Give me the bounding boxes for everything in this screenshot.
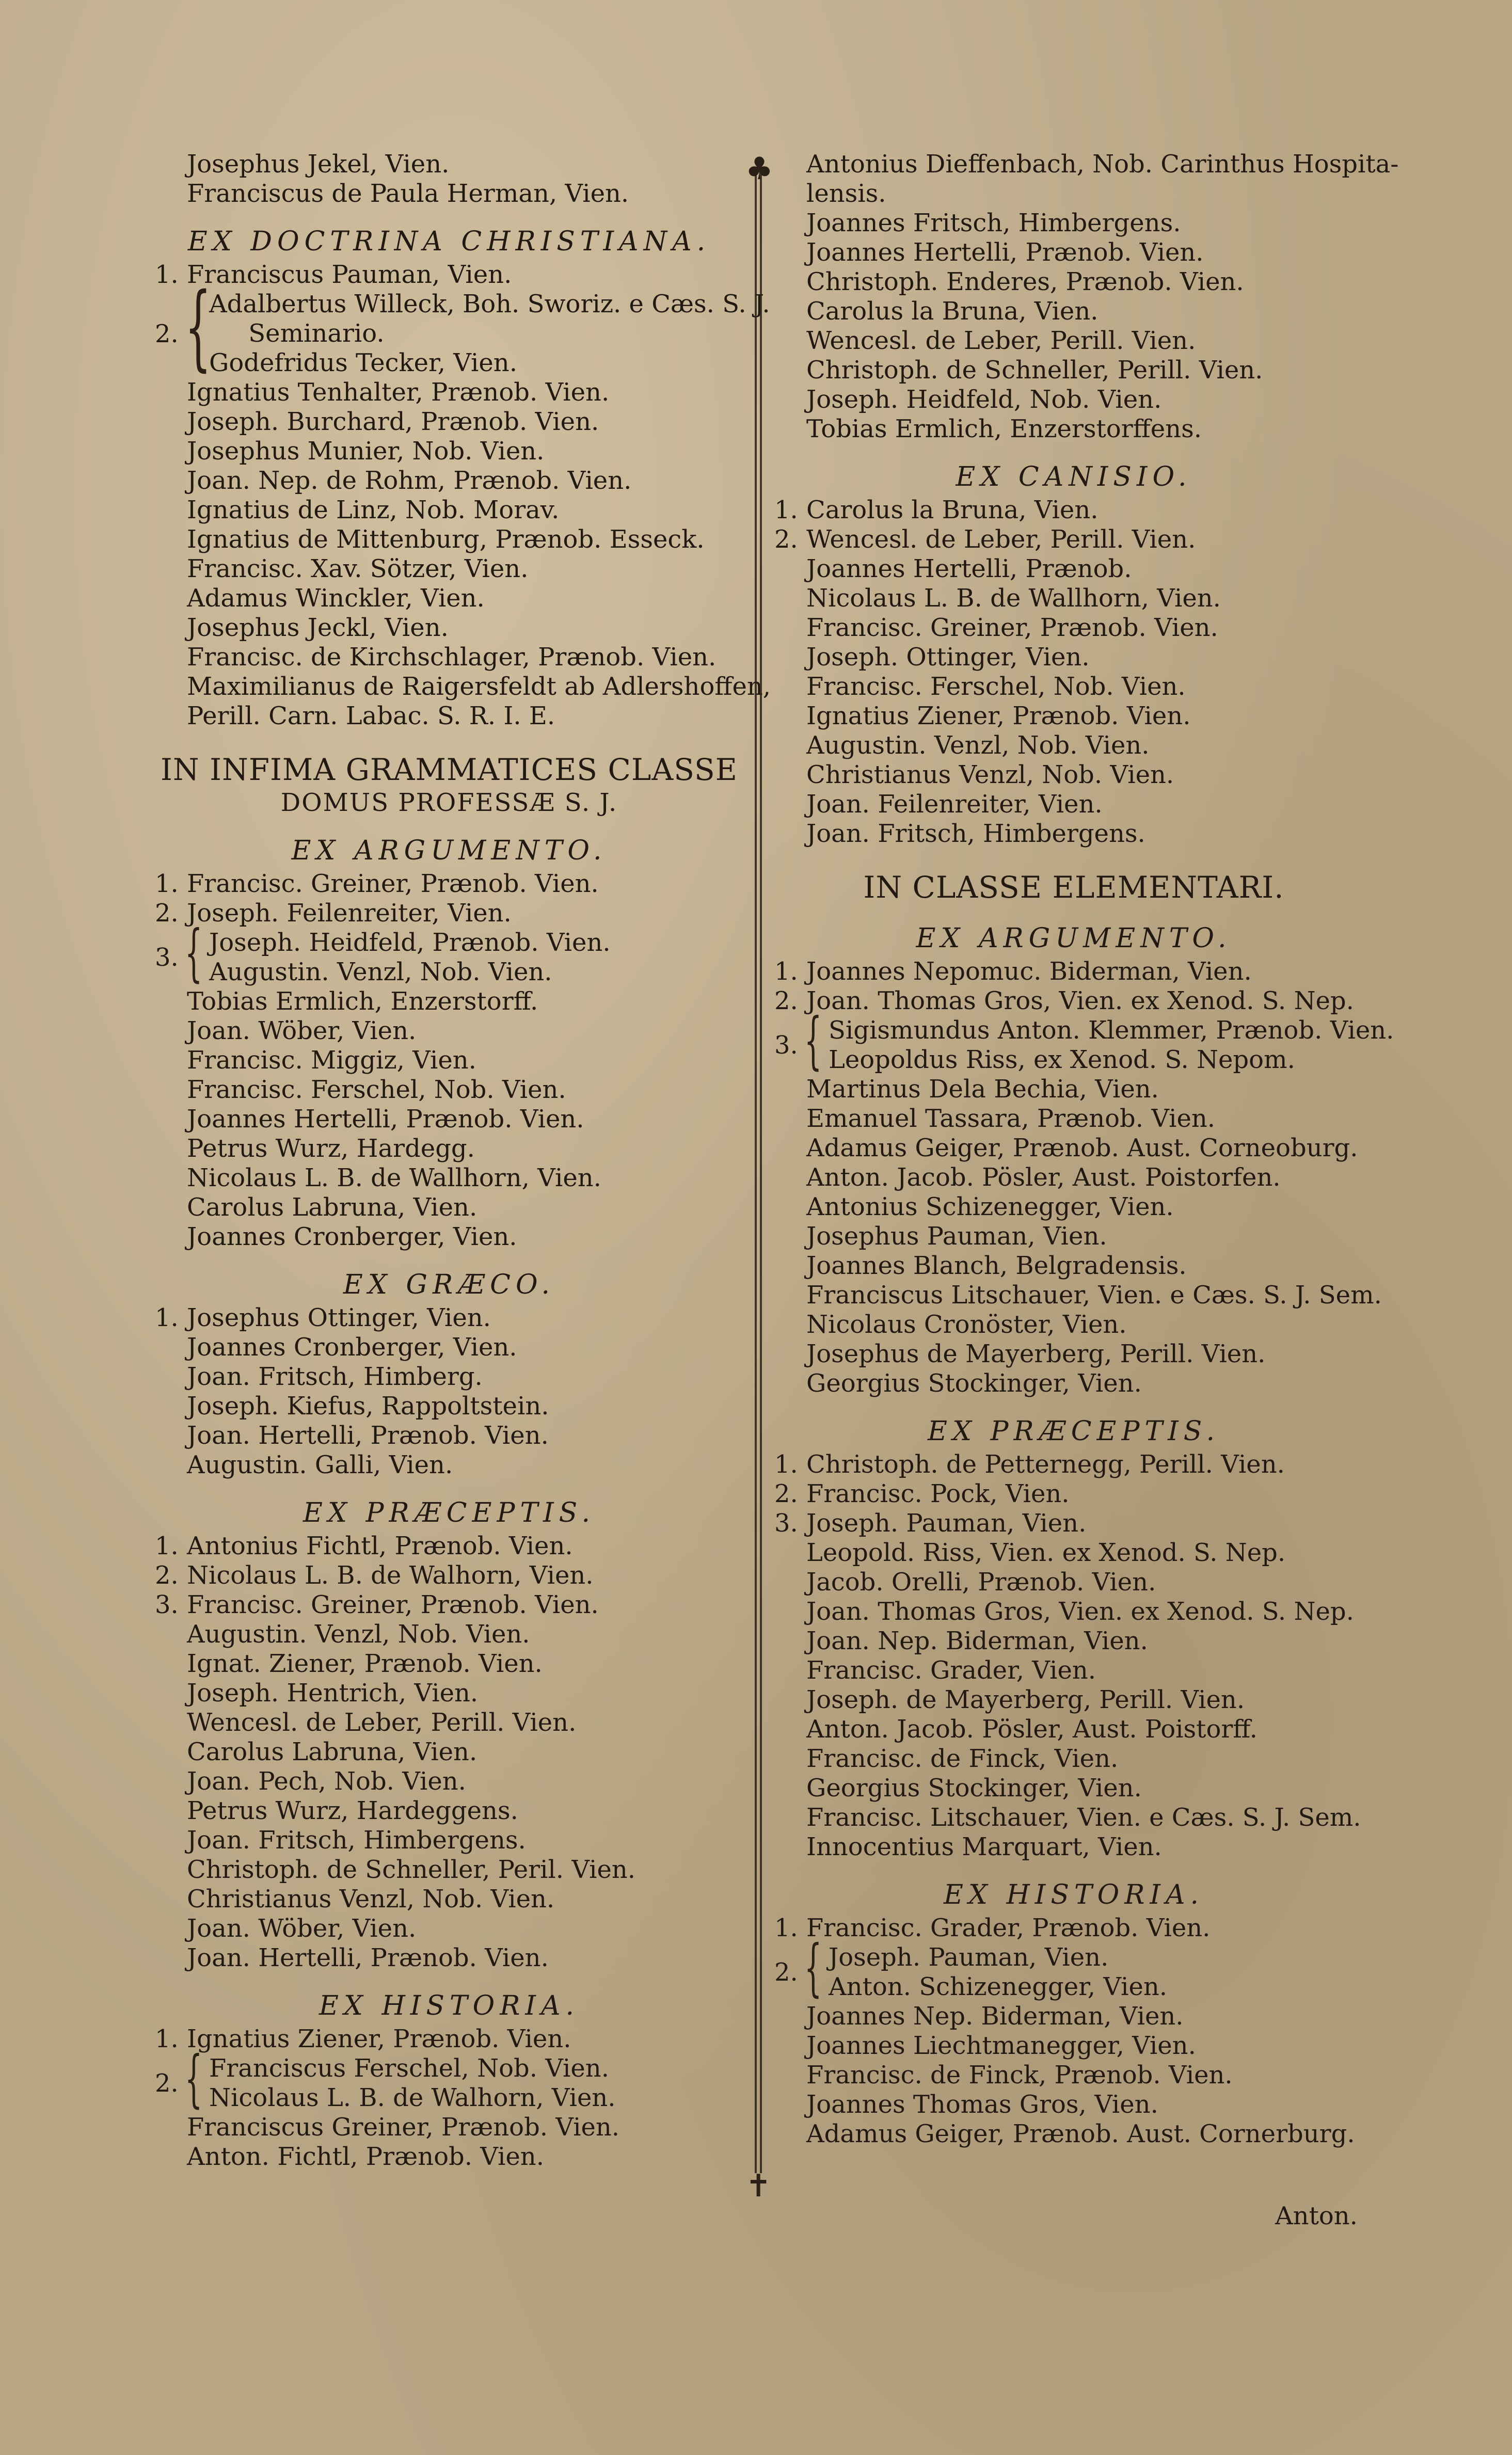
list-item	[155, 525, 743, 554]
list-item	[774, 1943, 1373, 1972]
student-name: Francisc. Grader, Prænob. Vien.	[806, 1914, 1211, 1942]
student-name: Martinus Dela Bechia, Vien.	[806, 1075, 1159, 1104]
list-item	[774, 238, 1373, 267]
class-subtitle: DOMUS PROFESSÆ S. J.	[280, 788, 618, 817]
section-heading: EX HISTORIA.	[319, 1990, 580, 2021]
list-item	[155, 1826, 743, 1855]
list-item	[155, 2054, 743, 2083]
list-item	[155, 1421, 743, 1450]
student-name: Antonius Schizenegger, Vien.	[806, 1192, 1174, 1221]
student-name: Joannes Blanch, Belgradensis.	[806, 1251, 1187, 1280]
list-item	[774, 2090, 1373, 2119]
student-name: Perill. Carn. Labac. S. R. I. E.	[187, 702, 555, 730]
list-item	[774, 1914, 1373, 1943]
tied-rank-group	[774, 1005, 1394, 1077]
student-name: Joan. Thomas Gros, Vien. ex Xenod. S. Nep.	[806, 986, 1354, 1015]
list-item	[155, 1737, 743, 1767]
list-item	[155, 928, 743, 958]
rank-number: 2.	[155, 319, 179, 348]
student-name: Joannes Thomas Gros, Vien.	[806, 2090, 1158, 2119]
student-name: Joseph. Pauman, Vien.	[829, 1943, 1109, 1972]
list-item	[774, 2002, 1373, 2031]
student-name: Tobias Ermlich, Enzerstorff.	[187, 987, 538, 1016]
list-item	[155, 1620, 743, 1649]
student-name: Francisc. de Kirchschlager, Prænob. Vien.	[187, 643, 717, 672]
list-item	[155, 290, 770, 319]
student-name: Innocentius Marquart, Vien.	[806, 1832, 1162, 1861]
student-name: Nicolaus L. B. de Wallhorn, Vien.	[187, 1163, 601, 1192]
list-item	[774, 986, 1373, 1016]
rank-number: 1.	[774, 957, 798, 986]
list-item	[155, 1649, 743, 1679]
student-name: Nicolaus Cronöster, Vien.	[806, 1310, 1127, 1339]
list-item	[774, 643, 1373, 672]
student-name: Joan. Nep. Biderman, Vien.	[806, 1627, 1148, 1655]
section-heading: EX DOCTRINA CHRISTIANA.	[187, 226, 711, 257]
brace-icon: {	[185, 2043, 203, 2115]
student-name: Franciscus Greiner, Prænob. Vien.	[187, 2113, 620, 2142]
student-name: Ignatius Tenhalter, Prænob. Vien.	[187, 378, 610, 407]
student-name: Joannes Nep. Biderman, Vien.	[806, 2002, 1184, 2031]
list-item	[155, 1943, 743, 1973]
student-name: Joseph. Heidfeld, Nob. Vien.	[806, 385, 1162, 414]
student-name: Carolus Labruna, Vien.	[187, 1737, 478, 1766]
list-item	[774, 1509, 1373, 1538]
student-name: Christianus Venzl, Nob. Vien.	[187, 1885, 555, 1914]
list-item	[155, 437, 743, 466]
list-item	[155, 899, 743, 928]
student-name: Wencesl. de Leber, Perill. Vien.	[806, 525, 1196, 554]
section-heading: EX PRÆCEPTIS.	[303, 1497, 595, 1528]
student-name: Carolus la Bruna, Vien.	[806, 297, 1099, 326]
list-item	[774, 1016, 1394, 1045]
rank-number: 1.	[774, 1914, 798, 1942]
student-name: lensis.	[806, 179, 886, 208]
student-name: Maximilianus de Raigersfeldt ab Adlershoffen,	[187, 672, 771, 701]
list-item	[155, 1450, 743, 1480]
student-name: Godefridus Tecker, Vien.	[209, 348, 517, 377]
student-name: Joannes Hertelli, Prænob. Vien.	[806, 238, 1204, 267]
list-item	[155, 466, 743, 496]
student-name: Carolus Labruna, Vien.	[187, 1193, 478, 1222]
list-item	[155, 1046, 743, 1075]
rank-number: 2.	[155, 899, 179, 928]
list-item	[774, 209, 1373, 238]
rank-number: 2.	[155, 1561, 179, 1590]
class-title: IN CLASSE ELEMENTARI.	[863, 870, 1284, 905]
list-item	[774, 385, 1373, 415]
right-column	[774, 150, 1399, 2149]
list-item	[155, 407, 743, 437]
student-name: Joseph. Burchard, Prænob. Vien.	[187, 407, 599, 436]
student-name: Carolus la Bruna, Vien.	[806, 496, 1099, 524]
section-heading: EX CANISIO.	[956, 461, 1192, 492]
student-name: Joannes Hertelli, Prænob.	[806, 554, 1132, 583]
student-name: Joan. Nep. de Rohm, Prænob. Vien.	[187, 466, 632, 495]
student-name: Joseph. Kiefus, Rappoltstein.	[187, 1392, 549, 1421]
rank-number: 1.	[155, 1532, 179, 1560]
student-name: Christoph. de Schneller, Perill. Vien.	[806, 356, 1263, 385]
left-column	[155, 150, 771, 2172]
student-name: Josephus de Mayerberg, Perill. Vien.	[806, 1340, 1266, 1368]
rank-number: 2.	[774, 1958, 798, 1987]
list-item	[774, 1450, 1373, 1479]
student-name: Francisc. Xav. Sötzer, Vien.	[187, 554, 529, 583]
tied-rank-group	[155, 917, 743, 989]
rank-number: 3.	[774, 1031, 798, 1060]
list-item	[155, 643, 743, 672]
list-item	[155, 702, 743, 731]
list-item	[155, 1532, 743, 1561]
student-name: Anton. Jacob. Pösler, Aust. Poistorfen.	[806, 1163, 1281, 1192]
list-item	[774, 267, 1373, 297]
student-name: Francisc. Grader, Vien.	[806, 1656, 1096, 1685]
list-item	[155, 378, 743, 407]
list-item	[155, 987, 743, 1016]
list-item	[155, 1362, 743, 1392]
brace-icon: {	[804, 1005, 822, 1077]
list-item	[774, 1340, 1373, 1369]
list-item	[774, 1627, 1373, 1656]
list-item	[774, 1251, 1373, 1281]
list-item	[774, 760, 1373, 790]
student-name: Petrus Wurz, Hardegg.	[187, 1134, 475, 1163]
list-item	[155, 1590, 743, 1620]
list-item	[774, 415, 1373, 444]
section-heading: EX HISTORIA.	[943, 1879, 1204, 1910]
student-name: Christianus Venzl, Nob. Vien.	[806, 760, 1174, 789]
list-item	[155, 1333, 743, 1362]
list-item	[774, 2119, 1373, 2149]
rank-number: 1.	[155, 1303, 179, 1332]
section-heading: EX GRÆCO.	[343, 1269, 555, 1300]
list-item	[774, 1972, 1373, 2002]
list-item	[155, 2024, 743, 2054]
list-item	[155, 1134, 743, 1163]
top-ornament: ♣	[745, 151, 773, 187]
tied-rank-group	[155, 2043, 743, 2115]
student-name: Francisc. Greiner, Prænob. Vien.	[187, 1590, 599, 1619]
student-name: Franciscus Litschauer, Vien. e Cæs. S. J. Sem.	[806, 1281, 1382, 1310]
student-name: Augustin. Venzl, Nob. Vien.	[209, 958, 552, 986]
student-name: Adamus Geiger, Prænob. Aust. Cornerburg.	[806, 2119, 1355, 2148]
student-name: Josephus Ottinger, Vien.	[187, 1303, 491, 1332]
section-heading: EX ARGUMENTO.	[916, 923, 1232, 954]
list-item	[155, 260, 743, 290]
rank-number: 2.	[774, 525, 798, 554]
list-item	[155, 179, 743, 209]
list-item	[774, 1134, 1373, 1163]
list-item	[155, 2113, 743, 2142]
student-name: Francisc. Ferschel, Nob. Vien.	[806, 672, 1186, 701]
list-item	[155, 1767, 743, 1796]
list-item	[155, 1163, 743, 1193]
list-item	[155, 1016, 743, 1046]
student-name: Ignatius de Linz, Nob. Morav.	[187, 496, 560, 524]
list-item	[774, 702, 1373, 731]
list-item	[774, 1281, 1382, 1310]
list-item	[774, 790, 1373, 819]
list-item	[155, 1105, 743, 1134]
rank-number: 1.	[155, 869, 179, 898]
student-name: Franciscus Pauman, Vien.	[187, 260, 512, 289]
student-name: Christoph. de Schneller, Peril. Vien.	[187, 1855, 636, 1884]
list-item	[774, 1715, 1373, 1744]
student-name: Joseph. Feilenreiter, Vien.	[187, 899, 512, 928]
student-name: Josephus Jeckl, Vien.	[187, 613, 449, 642]
list-item	[155, 1561, 743, 1590]
list-item	[155, 672, 771, 702]
student-name: Joseph. Ottinger, Vien.	[806, 643, 1090, 672]
student-name: Petrus Wurz, Hardeggens.	[187, 1796, 518, 1825]
student-name: Joseph. de Mayerberg, Perill. Vien.	[806, 1685, 1245, 1714]
list-item	[774, 326, 1373, 356]
student-name: Jacob. Orelli, Prænob. Vien.	[806, 1568, 1156, 1597]
student-name: Antonius Fichtl, Prænob. Vien.	[187, 1532, 573, 1560]
student-name: Francisc. Greiner, Prænob. Vien.	[187, 869, 599, 898]
list-item	[155, 1855, 743, 1885]
list-item	[774, 1192, 1373, 1222]
student-name: Joan. Hertelli, Prænob. Vien.	[187, 1421, 549, 1450]
student-name: Francisc. Greiner, Prænob. Vien.	[806, 613, 1218, 642]
list-item	[155, 2142, 743, 2172]
student-name: Adalbertus Willeck, Boh. Sworiz. e Cæs. S. J.	[209, 290, 770, 318]
list-item	[774, 1538, 1373, 1568]
catchword: Anton.	[1275, 2202, 1358, 2230]
student-name: Joannes Liechtmanegger, Vien.	[806, 2031, 1196, 2060]
list-item	[155, 319, 743, 348]
list-item	[774, 1222, 1373, 1251]
list-item	[774, 1744, 1373, 1774]
student-name: Franciscus Ferschel, Nob. Vien.	[209, 2054, 609, 2083]
student-name: Nicolaus L. B. de Walhorn, Vien.	[187, 1561, 594, 1590]
list-item	[774, 731, 1373, 760]
list-item	[155, 958, 743, 987]
list-item	[155, 1392, 743, 1421]
list-item	[774, 584, 1373, 613]
student-name: Joannes Hertelli, Prænob. Vien.	[187, 1105, 584, 1134]
rank-number: 1.	[774, 496, 798, 524]
student-name: Seminario.	[209, 319, 385, 348]
student-name: Joannes Nepomuc. Biderman, Vien.	[806, 957, 1252, 986]
student-name: Francisc. Miggiz, Vien.	[187, 1046, 476, 1075]
rank-number: 3.	[155, 1590, 179, 1619]
list-item	[155, 613, 743, 643]
student-name: Ignat. Ziener, Prænob. Vien.	[187, 1649, 543, 1678]
student-name: Francisc. de Finck, Prænob. Vien.	[806, 2061, 1233, 2090]
list-item	[155, 348, 743, 378]
student-name: Joan. Fritsch, Himbergens.	[187, 1826, 526, 1855]
student-name: Joan. Fritsch, Himbergens.	[806, 819, 1145, 848]
list-item	[155, 1303, 743, 1333]
list-item	[774, 1774, 1373, 1803]
student-name: Antonius Dieffenbach, Nob. Carinthus Hospita-	[806, 150, 1399, 179]
rank-number: 2.	[774, 986, 798, 1015]
student-name: Anton. Schizenegger, Vien.	[829, 1972, 1168, 2001]
student-name: Franciscus de Paula Herman, Vien.	[187, 179, 629, 208]
student-name: Georgius Stockinger, Vien.	[806, 1369, 1142, 1398]
list-item	[774, 1369, 1373, 1398]
student-name: Christoph. Enderes, Prænob. Vien.	[806, 267, 1244, 296]
student-name: Joannes Cronberger, Vien.	[187, 1333, 517, 1362]
student-name: Francisc. de Finck, Vien.	[806, 1744, 1119, 1773]
list-item	[155, 1885, 743, 1914]
student-name: Joseph. Heidfeld, Prænob. Vien.	[209, 928, 611, 957]
student-name: Francisc. Litschauer, Vien. e Cæs. S. J. Sem.	[806, 1803, 1361, 1832]
brace-icon: {	[185, 273, 212, 381]
list-item	[774, 1685, 1373, 1715]
student-name: Joan. Pech, Nob. Vien.	[187, 1767, 466, 1796]
list-item	[155, 1708, 743, 1737]
column-divider	[755, 170, 762, 2173]
list-item	[155, 584, 743, 613]
student-name: Joannes Cronberger, Vien.	[187, 1222, 517, 1251]
list-item	[774, 297, 1373, 326]
list-item	[774, 496, 1373, 525]
list-item	[155, 1193, 743, 1222]
list-item	[774, 179, 1373, 209]
student-name: Anton. Fichtl, Prænob. Vien.	[187, 2142, 544, 2171]
list-item	[774, 1163, 1373, 1192]
tied-rank-group	[774, 1932, 1373, 2004]
student-name: Leopold. Riss, Vien. ex Xenod. S. Nep.	[806, 1538, 1286, 1567]
student-name: Nicolaus L. B. de Walhorn, Vien.	[209, 2083, 616, 2112]
list-item	[774, 356, 1373, 385]
list-item	[155, 1679, 743, 1708]
list-item	[155, 869, 743, 899]
list-item	[155, 1796, 743, 1826]
student-name: Nicolaus L. B. de Wallhorn, Vien.	[806, 584, 1221, 613]
student-name: Joan. Wöber, Vien.	[187, 1914, 417, 1943]
rank-number: 3.	[774, 1509, 798, 1538]
brace-icon: {	[185, 917, 203, 989]
list-item	[774, 957, 1373, 986]
list-item	[774, 1568, 1373, 1597]
class-title: IN INFIMA GRAMMATICES CLASSE	[160, 752, 738, 787]
list-item	[774, 2061, 1373, 2090]
list-item	[774, 1045, 1373, 1075]
rank-number: 2.	[155, 2069, 179, 2098]
student-name: Augustin. Venzl, Nob. Vien.	[187, 1620, 530, 1649]
list-item	[774, 1075, 1373, 1104]
student-name: Joan. Wöber, Vien.	[187, 1016, 417, 1045]
student-name: Adamus Geiger, Prænob. Aust. Corneoburg.	[806, 1134, 1358, 1162]
bottom-ornament: ✝	[745, 2168, 772, 2204]
student-name: Josephus Jekel, Vien.	[187, 150, 450, 179]
rank-number: 2.	[774, 1479, 798, 1508]
student-name: Francisc. Pock, Vien.	[806, 1479, 1070, 1508]
student-name: Sigismundus Anton. Klemmer, Prænob. Vien.	[829, 1016, 1394, 1045]
student-name: Francisc. Ferschel, Nob. Vien.	[187, 1075, 566, 1104]
student-name: Wencesl. de Leber, Perill. Vien.	[187, 1708, 577, 1737]
list-item	[155, 496, 743, 525]
student-name: Ignatius Ziener, Prænob. Vien.	[187, 2024, 571, 2053]
student-name: Joseph. Hentrich, Vien.	[187, 1679, 479, 1708]
list-item	[774, 1832, 1373, 1862]
list-item	[155, 1075, 743, 1105]
student-name: Joannes Fritsch, Himbergens.	[806, 209, 1181, 237]
student-name: Tobias Ermlich, Enzerstorffens.	[806, 415, 1202, 443]
section-heading: EX PRÆCEPTIS.	[928, 1416, 1220, 1447]
list-item	[155, 1222, 743, 1252]
student-name: Georgius Stockinger, Vien.	[806, 1774, 1142, 1803]
list-item	[155, 2083, 743, 2113]
list-item	[774, 150, 1399, 179]
student-name: Josephus Munier, Nob. Vien.	[187, 437, 545, 466]
section-heading: EX ARGUMENTO.	[291, 835, 607, 866]
student-name: Adamus Winckler, Vien.	[187, 584, 485, 613]
student-name: Augustin. Galli, Vien.	[187, 1450, 453, 1479]
rank-number: 1.	[774, 1450, 798, 1479]
student-name: Christoph. de Petternegg, Perill. Vien.	[806, 1450, 1285, 1479]
rank-number: 3.	[155, 943, 179, 972]
student-name: Ignatius Ziener, Prænob. Vien.	[806, 702, 1191, 730]
list-item	[774, 554, 1373, 584]
list-item	[774, 2031, 1373, 2061]
student-name: Augustin. Venzl, Nob. Vien.	[806, 731, 1150, 760]
list-item	[774, 1597, 1373, 1627]
student-name: Josephus Pauman, Vien.	[806, 1222, 1107, 1251]
list-item	[774, 613, 1373, 643]
brace-icon: {	[804, 1932, 822, 2004]
list-item	[155, 150, 743, 179]
list-item	[774, 1104, 1373, 1134]
list-item	[774, 1310, 1373, 1340]
list-item	[155, 1914, 743, 1943]
list-item	[155, 554, 743, 584]
student-name: Joseph. Pauman, Vien.	[806, 1509, 1087, 1538]
list-item	[774, 672, 1373, 702]
student-name: Joan. Feilenreiter, Vien.	[806, 790, 1103, 819]
student-name: Anton. Jacob. Pösler, Aust. Poistorff.	[806, 1715, 1258, 1744]
rank-number: 1.	[155, 2024, 179, 2053]
student-name: Ignatius de Mittenburg, Prænob. Esseck.	[187, 525, 705, 554]
student-name: Joan. Hertelli, Prænob. Vien.	[187, 1943, 549, 1972]
list-item	[774, 1656, 1373, 1685]
list-item	[774, 525, 1373, 554]
list-item	[774, 819, 1373, 849]
list-item	[774, 1479, 1373, 1509]
rank-number: 1.	[155, 260, 179, 289]
student-name: Joan. Fritsch, Himberg.	[187, 1362, 483, 1391]
student-name: Wencesl. de Leber, Perill. Vien.	[806, 326, 1196, 355]
student-name: Emanuel Tassara, Prænob. Vien.	[806, 1104, 1216, 1133]
list-item	[774, 1803, 1373, 1832]
student-name: Joan. Thomas Gros, Vien. ex Xenod. S. Nep.	[806, 1597, 1354, 1626]
student-name: Leopoldus Riss, ex Xenod. S. Nepom.	[829, 1045, 1295, 1074]
